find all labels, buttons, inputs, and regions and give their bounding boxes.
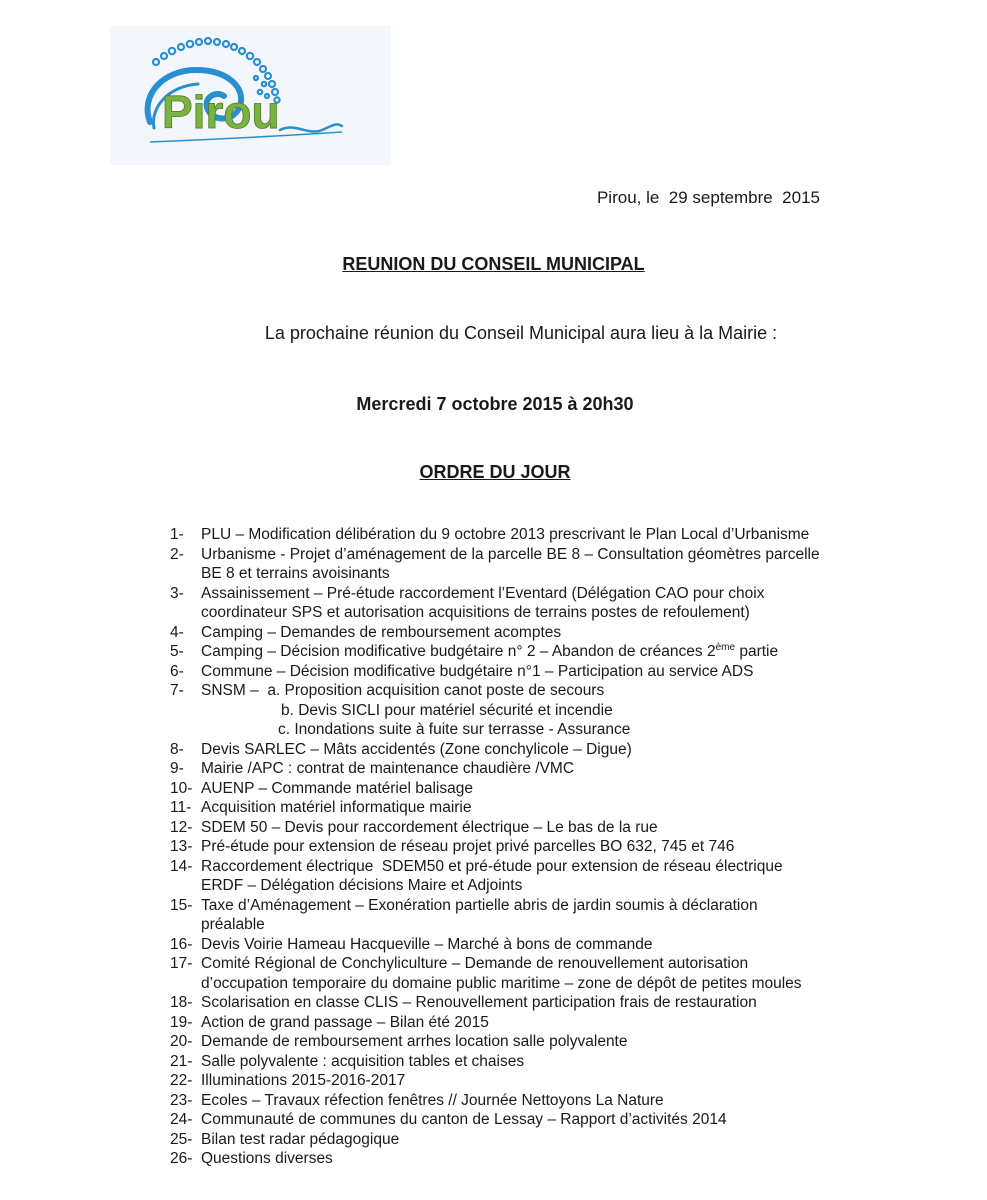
page-title: REUNION DU CONSEIL MUNICIPAL [342,254,645,274]
agenda-item-text [201,798,910,818]
agenda-item [170,1091,910,1111]
agenda-item-number: 19- [170,1013,193,1031]
agenda-item-number: 23- [170,1091,193,1109]
agenda-item-text [201,759,910,779]
agenda-item-text [201,896,910,935]
agenda-item-text [201,740,910,760]
agenda-item [170,584,910,623]
agenda-item-text [201,818,910,838]
agenda-item-text [201,681,910,740]
agenda-item-number: 13- [170,838,193,855]
pirou-logo [110,26,391,165]
agenda-item [170,545,910,584]
agenda-sub-item: c. Inondations suite à fuite sur terrasse - Assurance [278,721,631,738]
agenda-item-line: Comité Régional de Conchyliculture – Demande de renouvellement autorisation [201,955,749,972]
agenda-item [170,954,910,993]
agenda-item-number: 1- [170,526,184,543]
agenda-item-text [201,545,910,584]
agenda-item-text [201,837,910,857]
agenda-item-text [201,857,910,896]
agenda-item-number: 25- [170,1130,193,1148]
agenda-item [170,642,910,662]
agenda-item-line: Mairie /APC : contrat de maintenance chaudière /VMC [201,760,575,777]
agenda-item-text [201,1130,910,1150]
agenda-item-line: Devis Voirie Hameau Hacqueville – Marché à bons de commande [201,935,653,953]
meeting-date: Mercredi 7 octobre 2015 à 20h30 [356,394,634,414]
agenda-item-line: Illuminations 2015-2016-2017 [201,1072,406,1089]
date-line: Pirou, le 29 septembre 2015 [596,188,820,207]
agenda-item [170,1130,910,1150]
agenda-item-text [201,662,910,682]
agenda-item [170,896,910,935]
agenda-item-line: préalable [201,916,265,933]
agenda-item [170,681,910,740]
agenda-item-line: Questions diverses [201,1150,333,1167]
agenda-item-text [201,954,910,993]
agenda-item-line: Urbanisme - Projet d’aménagement de la parcelle BE 8 – Consultation géomètres parcelle [201,545,820,563]
agenda-item-text [201,1013,910,1033]
agenda-item [170,818,910,838]
agenda-item-number: 17- [170,955,193,972]
agenda-item-line: coordinateur SPS et autorisation acquisitions de terrains postes de refoulement) [201,604,750,621]
agenda-item-number: 8- [170,740,184,758]
agenda-item-line: Salle polyvalente : acquisition tables et chaises [201,1052,525,1070]
agenda-item-line: AUENP – Commande matériel balisage [201,779,473,797]
agenda-item [170,798,910,818]
agenda-item [170,623,910,643]
agenda-item-line: Demande de remboursement arrhes location salle polyvalente [201,1033,628,1050]
agenda-item-line: Commune – Décision modificative budgétaire n°1 – Participation au service ADS [201,662,754,680]
agenda-item-line: PLU – Modification délibération du 9 octobre 2013 prescrivant le Plan Local d’Urbanisme [201,526,810,543]
agenda-item-line: Camping – Demandes de remboursement acomptes [201,623,562,641]
agenda-item-number: 3- [170,584,184,602]
agenda-item [170,779,910,799]
agenda-item-line: ERDF – Délégation décisions Maire et Adjoints [201,877,523,894]
agenda-item-line: Bilan test radar pédagogique [201,1130,400,1148]
agenda-item-text [201,1071,910,1091]
agenda-item-superscript: ème [715,641,736,653]
agenda-item [170,662,910,682]
agenda-item-text [201,935,910,955]
agenda-item-line: Ecoles – Travaux réfection fenêtres // Journée Nettoyons La Nature [201,1091,664,1109]
agenda-item-number: 2- [170,545,184,563]
agenda-item-text [201,623,910,643]
agenda-item-text [201,642,910,662]
agenda-item-number: 9- [170,760,184,777]
agenda-item-number: 7- [170,682,184,699]
agenda-item-text [201,1110,910,1130]
agenda-item-text [201,584,910,623]
agenda-item [170,1032,910,1052]
logo-text: Pirou [162,86,280,138]
agenda-item-line: Pré-étude pour extension de réseau projet privé parcelles BO 632, 745 et 746 [201,838,735,855]
agenda-item-number: 21- [170,1052,193,1070]
agenda-item [170,993,910,1013]
agenda-item-number: 22- [170,1072,193,1089]
agenda-item [170,759,910,779]
agenda-item-line: Action de grand passage – Bilan été 2015 [201,1013,489,1031]
agenda-item-number: 18- [170,994,193,1011]
agenda-item-line: Scolarisation en classe CLIS – Renouvellement participation frais de restauration [201,994,757,1011]
agenda-item-text [201,1052,910,1072]
agenda-item-text [201,1149,910,1169]
agenda-item-line-end: partie [735,643,779,660]
agenda-item-line: d’occupation temporaire du domaine public maritime – zone de dépôt de petites moules [201,974,802,992]
agenda-item-line: Camping – Décision modificative budgétaire n° 2 – Abandon de créances 2 [201,643,716,660]
agenda-item [170,525,910,545]
agenda-item-text [201,993,910,1013]
agenda-item-line: Assainissement – Pré-étude raccordement l’Eventard (Délégation CAO pour choix [201,584,765,602]
agenda-item-number: 14- [170,857,193,875]
agenda-item [170,857,910,896]
agenda-sub-item: b. Devis SICLI pour matériel sécurité et incendie [281,701,613,719]
agenda-item-text [201,1091,910,1111]
agenda-item-number: 5- [170,643,184,660]
intro-text: La prochaine réunion du Conseil Municipal aura lieu à la Mairie : [264,323,778,343]
agenda-item-number: 16- [170,935,193,953]
agenda-item-line: Taxe d’Aménagement – Exonération partielle abris de jardin soumis à déclaration [201,896,758,914]
agenda-item [170,837,910,857]
agenda-item-number: 20- [170,1033,193,1050]
agenda-item-number: 11- [170,799,192,816]
agenda-item [170,740,910,760]
agenda-item-line: Communauté de communes du canton de Lessay – Rapport d’activités 2014 [201,1111,727,1128]
wave-logo-icon [110,26,391,165]
agenda-item [170,1013,910,1033]
agenda-item-number: 26- [170,1150,193,1167]
agenda-item-number: 24- [170,1111,193,1128]
agenda-item-text [201,525,910,545]
agenda-item-text [201,779,910,799]
agenda-item-number: 10- [170,779,193,797]
agenda-item-number: 4- [170,623,184,641]
agenda-item-line: BE 8 et terrains avoisinants [201,565,390,582]
agenda-item-line: Acquisition matériel informatique mairie [201,799,472,816]
agenda-item [170,1110,910,1130]
agenda-item [170,1149,910,1169]
agenda-item [170,1052,910,1072]
agenda-item-line: Raccordement électrique SDEM50 et pré-étude pour extension de réseau électrique [201,857,783,875]
agenda-item-line: SNSM – a. Proposition acquisition canot poste de secours [201,682,605,699]
agenda-item [170,935,910,955]
agenda-item [170,1071,910,1091]
agenda-list [170,525,910,1169]
agenda-item-number: 6- [170,662,184,680]
agenda-item-text [201,1032,910,1052]
agenda-item-number: 12- [170,818,193,836]
agenda-item-line: Devis SARLEC – Mâts accidentés (Zone conchylicole – Digue) [201,740,632,758]
agenda-title: ORDRE DU JOUR [419,462,571,482]
agenda-item-line: SDEM 50 – Devis pour raccordement électrique – Le bas de la rue [201,818,658,836]
agenda-item-number: 15- [170,896,193,914]
